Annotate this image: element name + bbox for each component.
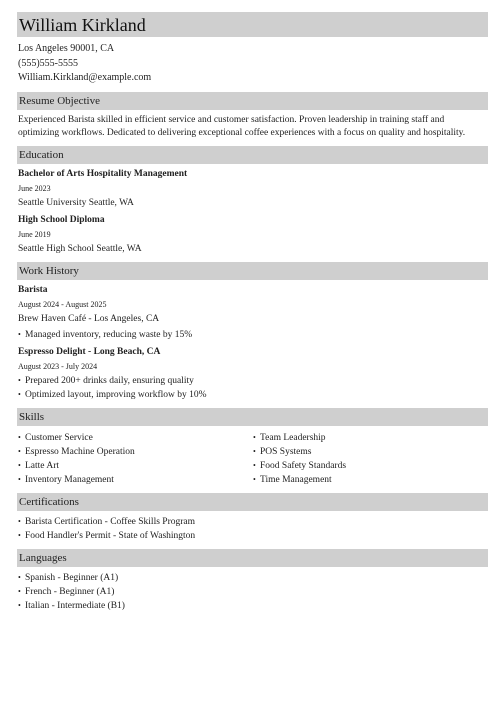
education-section: [18, 146, 488, 256]
contact-info: [18, 42, 488, 86]
job-bullets: [18, 374, 488, 402]
languages-section: [18, 549, 488, 613]
certifications-section: [18, 493, 488, 543]
list-item: • French - Beginner (A1): [18, 585, 488, 599]
job-date: August 2024 - August 2025: [18, 299, 107, 309]
skills-heading: Skills: [17, 408, 488, 426]
list-item: • Espresso Machine Operation: [18, 445, 253, 459]
job-entry: [18, 284, 488, 342]
skills-left-column: [18, 431, 253, 487]
languages-heading: Languages: [17, 549, 488, 567]
education-entry: [18, 168, 488, 210]
list-item: • Optimized layout, improving workflow by 10%: [18, 388, 488, 402]
list-item: • Inventory Management: [18, 473, 253, 487]
education-date: June 2019: [18, 229, 51, 239]
education-school: Seattle High School Seattle, WA: [18, 243, 142, 254]
education-heading: Education: [17, 146, 488, 164]
languages-list: [18, 571, 488, 613]
contact-email: William.Kirkland@example.com: [18, 72, 152, 83]
education-school: Seattle University Seattle, WA: [18, 197, 134, 208]
list-item: • Customer Service: [18, 431, 253, 445]
list-item: • Team Leadership: [253, 431, 488, 445]
job-date: August 2023 - July 2024: [18, 361, 98, 371]
skills-grid: [18, 429, 488, 487]
list-item: • Managed inventory, reducing waste by 15%: [18, 328, 488, 342]
list-item: • Food Handler's Permit - State of Washington: [18, 529, 488, 543]
skills-right-column: [253, 431, 488, 487]
list-item: • Time Management: [253, 473, 488, 487]
education-degree: Bachelor of Arts Hospitality Management: [18, 168, 188, 179]
job-entry: [18, 346, 488, 402]
list-item: • Spanish - Beginner (A1): [18, 571, 488, 585]
list-item: • Italian - Intermediate (B1): [18, 599, 488, 613]
job-company: Brew Haven Café - Los Angeles, CA: [18, 313, 160, 324]
list-item: • Food Safety Standards: [253, 459, 488, 473]
list-item: • Latte Art: [18, 459, 253, 473]
work-history-section: [18, 262, 488, 402]
list-item: • Barista Certification - Coffee Skills Program: [18, 515, 488, 529]
certifications-list: [18, 515, 488, 543]
education-date: June 2023: [18, 183, 51, 193]
objective-section: [18, 92, 488, 140]
candidate-name: William Kirkland: [19, 14, 146, 35]
education-degree: High School Diploma: [18, 214, 105, 225]
name-header-bar: [17, 12, 488, 37]
contact-phone: (555)555-5555: [18, 57, 78, 69]
job-title: Espresso Delight - Long Beach, CA: [18, 346, 161, 357]
contact-address: Los Angeles 90001, CA: [18, 43, 115, 54]
work-history-heading: Work History: [17, 262, 488, 280]
job-bullets: [18, 328, 488, 342]
job-title: Barista: [18, 284, 48, 295]
skills-section: [18, 408, 488, 487]
certifications-heading: Certifications: [17, 493, 488, 511]
objective-text: Experienced Barista skilled in efficient service and customer satisfaction. Proven leadership in training staff and optimizing workflows. Dedicated to delivering exceptional coffee experiences with a focus on quality and hospitality.: [18, 114, 466, 138]
education-entry: [18, 214, 488, 256]
list-item: • POS Systems: [253, 445, 488, 459]
list-item: • Prepared 200+ drinks daily, ensuring quality: [18, 374, 488, 388]
objective-heading: Resume Objective: [17, 92, 488, 110]
